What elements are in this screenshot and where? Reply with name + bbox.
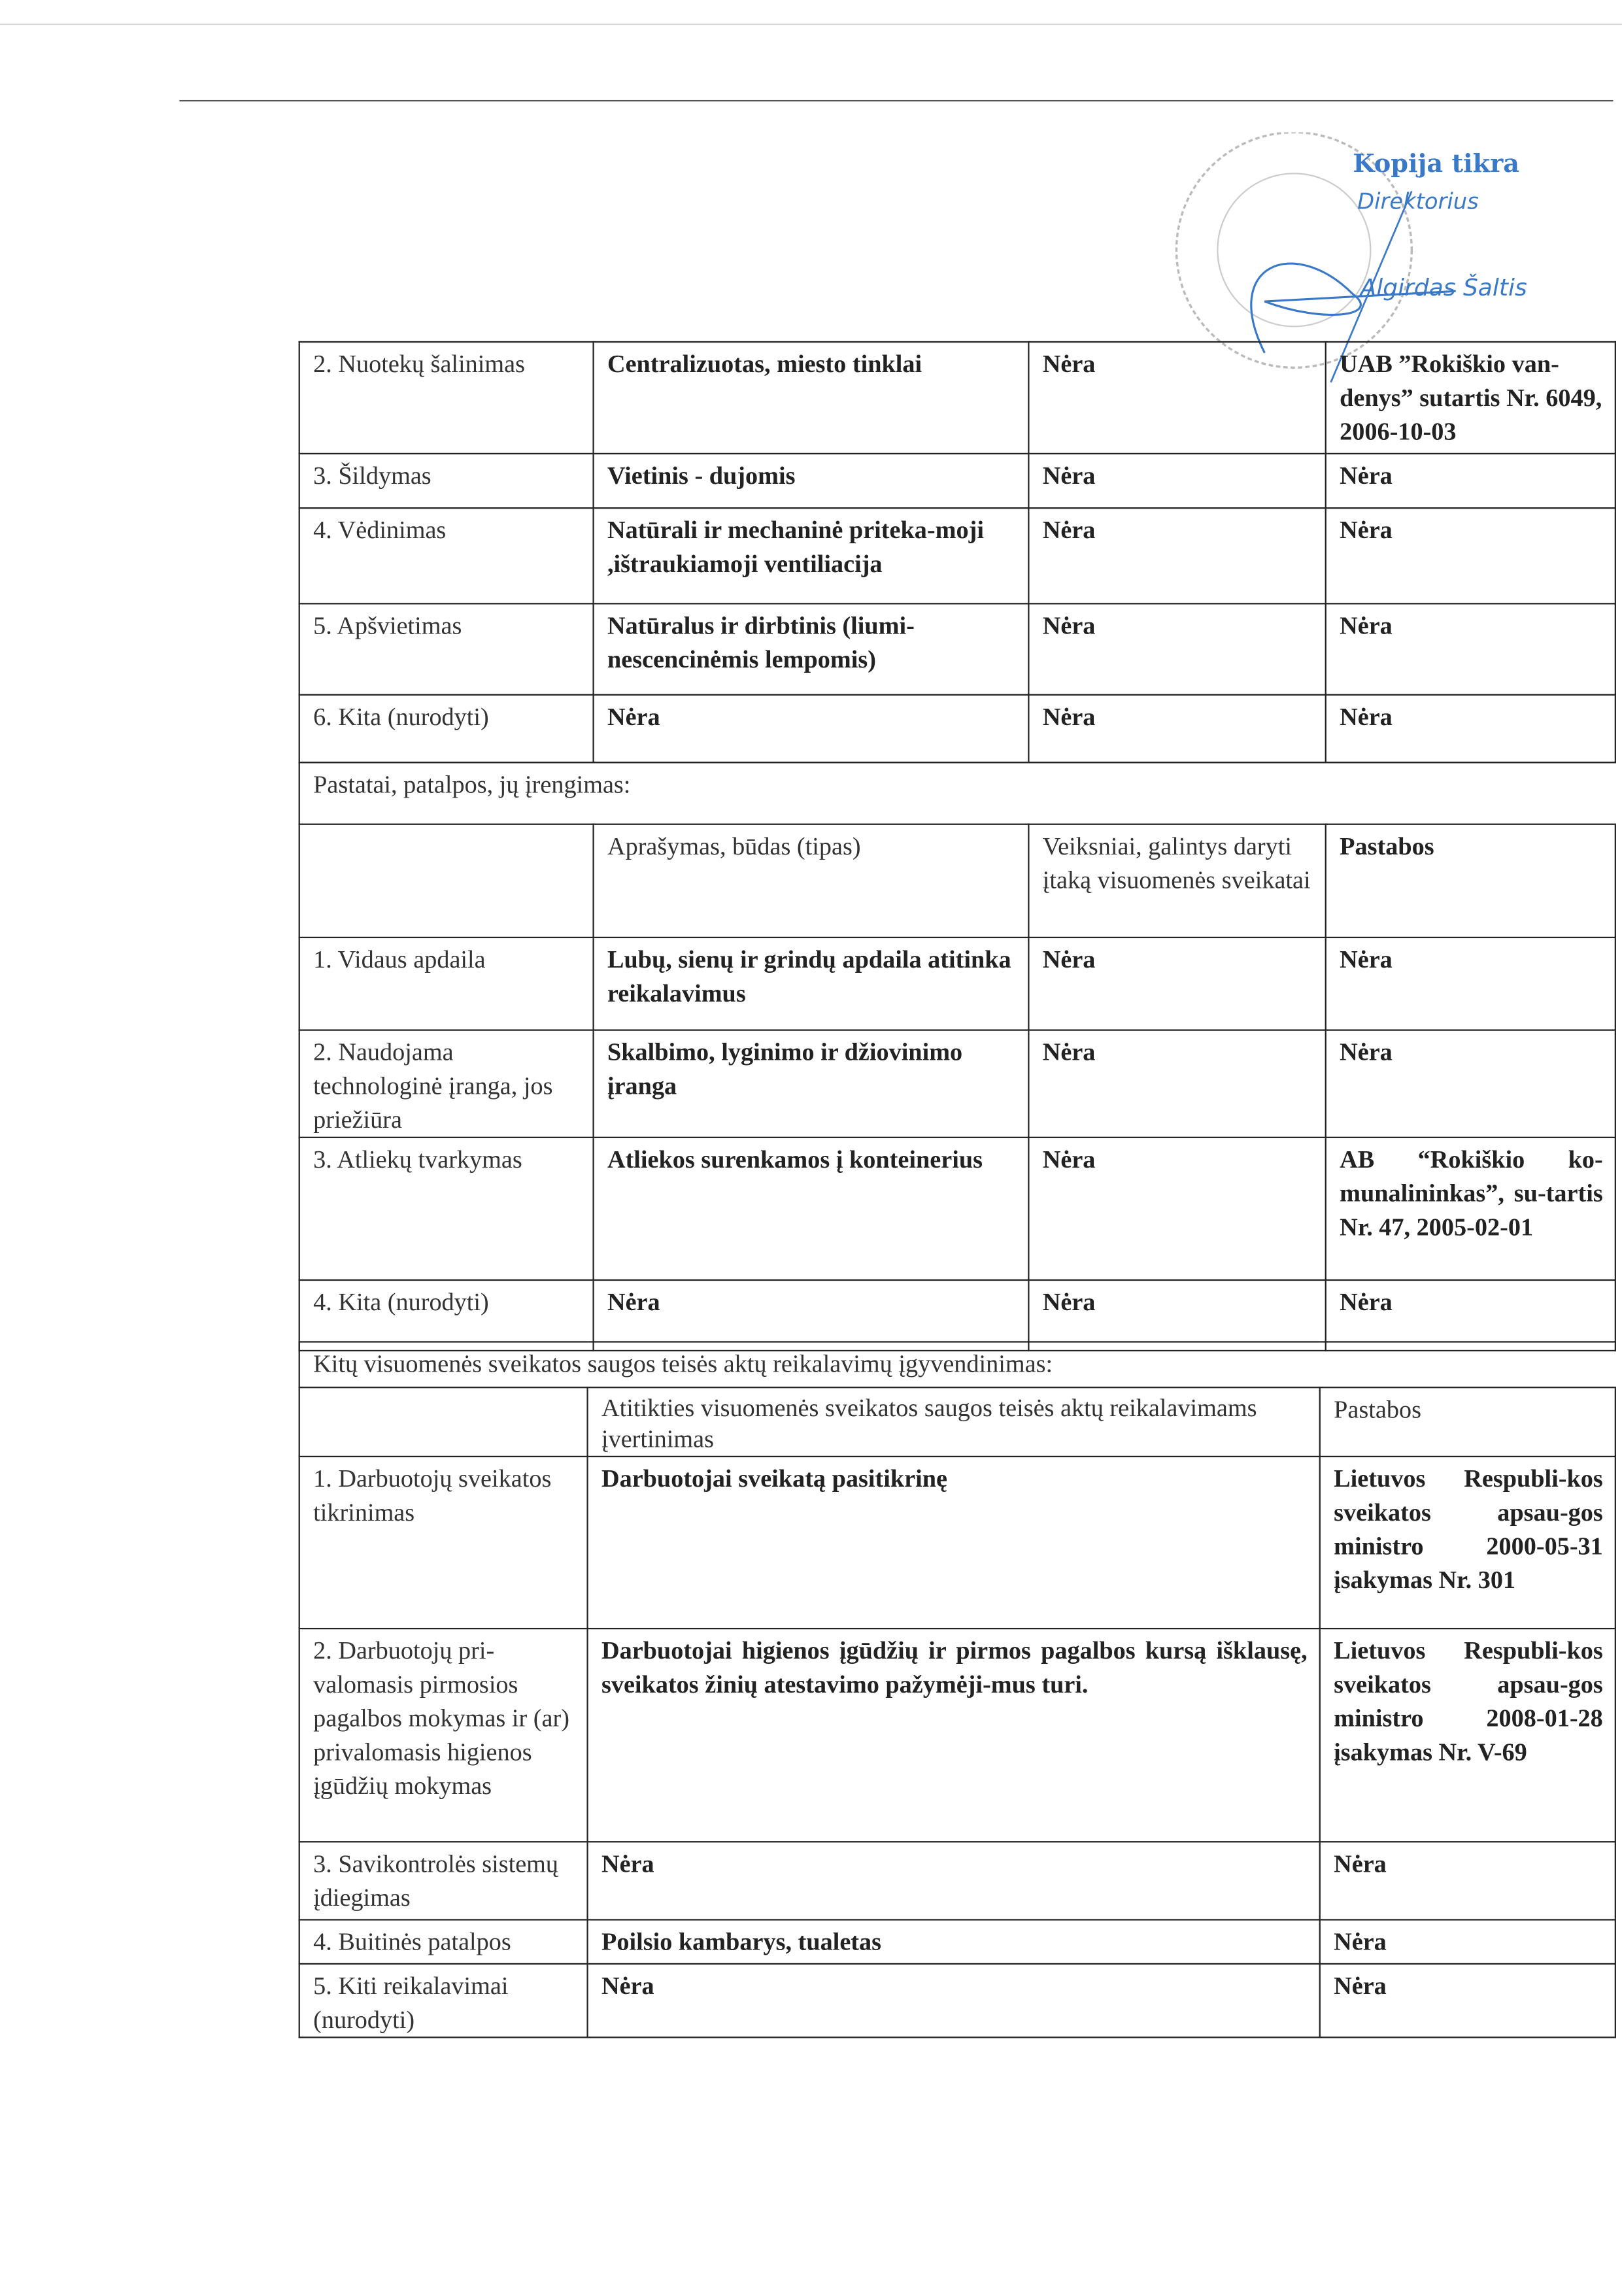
table-row (299, 937, 1615, 1030)
row-label: 3. Šildymas (299, 454, 594, 508)
table-row (299, 1629, 1615, 1842)
table-row (299, 1138, 1615, 1280)
notes-cell: Nėra (1326, 695, 1615, 762)
description-cell: Nėra (594, 1280, 1029, 1351)
notes-cell: Nėra (1326, 454, 1615, 508)
factors-cell: Nėra (1028, 937, 1325, 1030)
notes-cell: Nėra (1326, 1030, 1615, 1138)
notes-cell: Nėra (1326, 1280, 1615, 1351)
table-row (299, 1964, 1615, 2037)
factors-cell: Nėra (1028, 695, 1325, 762)
description-cell: Lubų, sienų ir grindų apdaila atitinka reikalavimus (594, 937, 1029, 1030)
top-rule (179, 100, 1613, 101)
factors-cell: Nėra (1028, 603, 1325, 694)
table-row (299, 342, 1615, 454)
row-label: 1. Vidaus apdaila (299, 937, 594, 1030)
header-row (299, 824, 1615, 937)
table-row (299, 1457, 1615, 1629)
notes-cell: Nėra (1320, 1919, 1615, 1963)
assessment-cell: Nėra (588, 1964, 1320, 2037)
description-cell: Atliekos surenkamos į konteinerius (594, 1138, 1029, 1280)
row-label: 3. Savikontrolės sistemų įdiegimas (299, 1842, 588, 1919)
header-row (299, 1387, 1615, 1457)
description-cell: Skalbimo, lyginimo ir džiovinimo įranga (594, 1030, 1029, 1138)
row-label: 2. Naudojama technologinė įranga, jos priežiūra (299, 1030, 594, 1138)
column-header: Pastabos (1320, 1387, 1615, 1457)
row-label: 4. Kita (nurodyti) (299, 1280, 594, 1351)
description-cell: Nėra (594, 695, 1029, 762)
row-label: 4. Buitinės patalpos (299, 1919, 588, 1963)
notes-cell: AB “Rokiškio ko-munalininkas”, su-tartis Nr. 47, 2005-02-01 (1326, 1138, 1615, 1280)
section-title: Pastatai, patalpos, jų įrengimas: (299, 762, 1615, 824)
factors-cell: Nėra (1028, 1138, 1325, 1280)
table-row (299, 603, 1615, 694)
notes-cell: Lietuvos Respubli-kos sveikatos apsau-gos ministro 2008-01-28 įsakymas Nr. V-69 (1320, 1629, 1615, 1842)
table-row (299, 1842, 1615, 1919)
notes-cell: Nėra (1320, 1842, 1615, 1919)
table-row (299, 1919, 1615, 1963)
description-cell: Centralizuotas, miesto tinklai (594, 342, 1029, 454)
regulations-table (299, 1341, 1616, 2038)
assessment-cell: Nėra (588, 1842, 1320, 1919)
row-label: 1. Darbuotojų sveikatos tikrinimas (299, 1457, 588, 1629)
notes-cell: Nėra (1326, 603, 1615, 694)
factors-cell: Nėra (1028, 454, 1325, 508)
description-cell: Natūralus ir dirbtinis (liumi-nescencinėmis lempomis) (594, 603, 1029, 694)
utilities-table (299, 341, 1616, 764)
notes-cell: Nėra (1326, 508, 1615, 603)
table-row (299, 695, 1615, 762)
description-cell: Vietinis - dujomis (594, 454, 1029, 508)
notes-cell: Nėra (1320, 1964, 1615, 2037)
assessment-cell: Poilsio kambarys, tualetas (588, 1919, 1320, 1963)
column-header: Pastabos (1326, 824, 1615, 937)
scan-edge-line (0, 24, 1622, 25)
table-row (299, 1030, 1615, 1138)
row-label: 4. Vėdinimas (299, 508, 594, 603)
row-label: 6. Kita (nurodyti) (299, 695, 594, 762)
table-row (299, 1280, 1615, 1351)
factors-cell: Nėra (1028, 508, 1325, 603)
factors-cell: Nėra (1028, 1030, 1325, 1138)
premises-table (299, 762, 1616, 1351)
assessment-cell: Darbuotojai higienos įgūdžių ir pirmos pagalbos kursą išklausę, sveikatos žinių atestavimo pažymėji-mus turi. (588, 1629, 1320, 1842)
table-row (299, 508, 1615, 603)
factors-cell: Nėra (1028, 342, 1325, 454)
section-title: Kitų visuomenės sveikatos saugos teisės aktų reikalavimų įgyvendinimas: (299, 1342, 1615, 1387)
notes-cell: Nėra (1326, 937, 1615, 1030)
column-header: Veiksniai, galintys daryti įtaką visuomenės sveikatai (1028, 824, 1325, 937)
signer-title: Direktorius (1357, 188, 1479, 215)
row-label: 2. Nuotekų šalinimas (299, 342, 594, 454)
factors-cell: Nėra (1028, 1280, 1325, 1351)
signer-name: Algirdas Šaltis (1360, 273, 1527, 302)
notes-cell: UAB ”Rokiškio van-denys” sutartis Nr. 6049, 2006-10-03 (1326, 342, 1615, 454)
assessment-cell: Darbuotojai sveikatą pasitikrinę (588, 1457, 1320, 1629)
notes-cell: Lietuvos Respubli-kos sveikatos apsau-gos ministro 2000-05-31 įsakymas Nr. 301 (1320, 1457, 1615, 1629)
table-row (299, 454, 1615, 508)
row-label: 3. Atliekų tvarkymas (299, 1138, 594, 1280)
copy-certification: Kopija tikra (1353, 150, 1520, 180)
description-cell: Natūrali ir mechaninė priteka-moji ,ištraukiamoji ventiliacija (594, 508, 1029, 603)
row-label: 2. Darbuotojų pri-valomasis pirmosios pagalbos mokymas ir (ar) privalomasis higienos įgūdžių mokymas (299, 1629, 588, 1842)
row-label: 5. Kiti reikalavimai (nurodyti) (299, 1964, 588, 2037)
column-header: Atitikties visuomenės sveikatos saugos teisės aktų reikalavimams įvertinimas (588, 1387, 1320, 1457)
column-header: Aprašymas, būdas (tipas) (594, 824, 1029, 937)
row-label: 5. Apšvietimas (299, 603, 594, 694)
